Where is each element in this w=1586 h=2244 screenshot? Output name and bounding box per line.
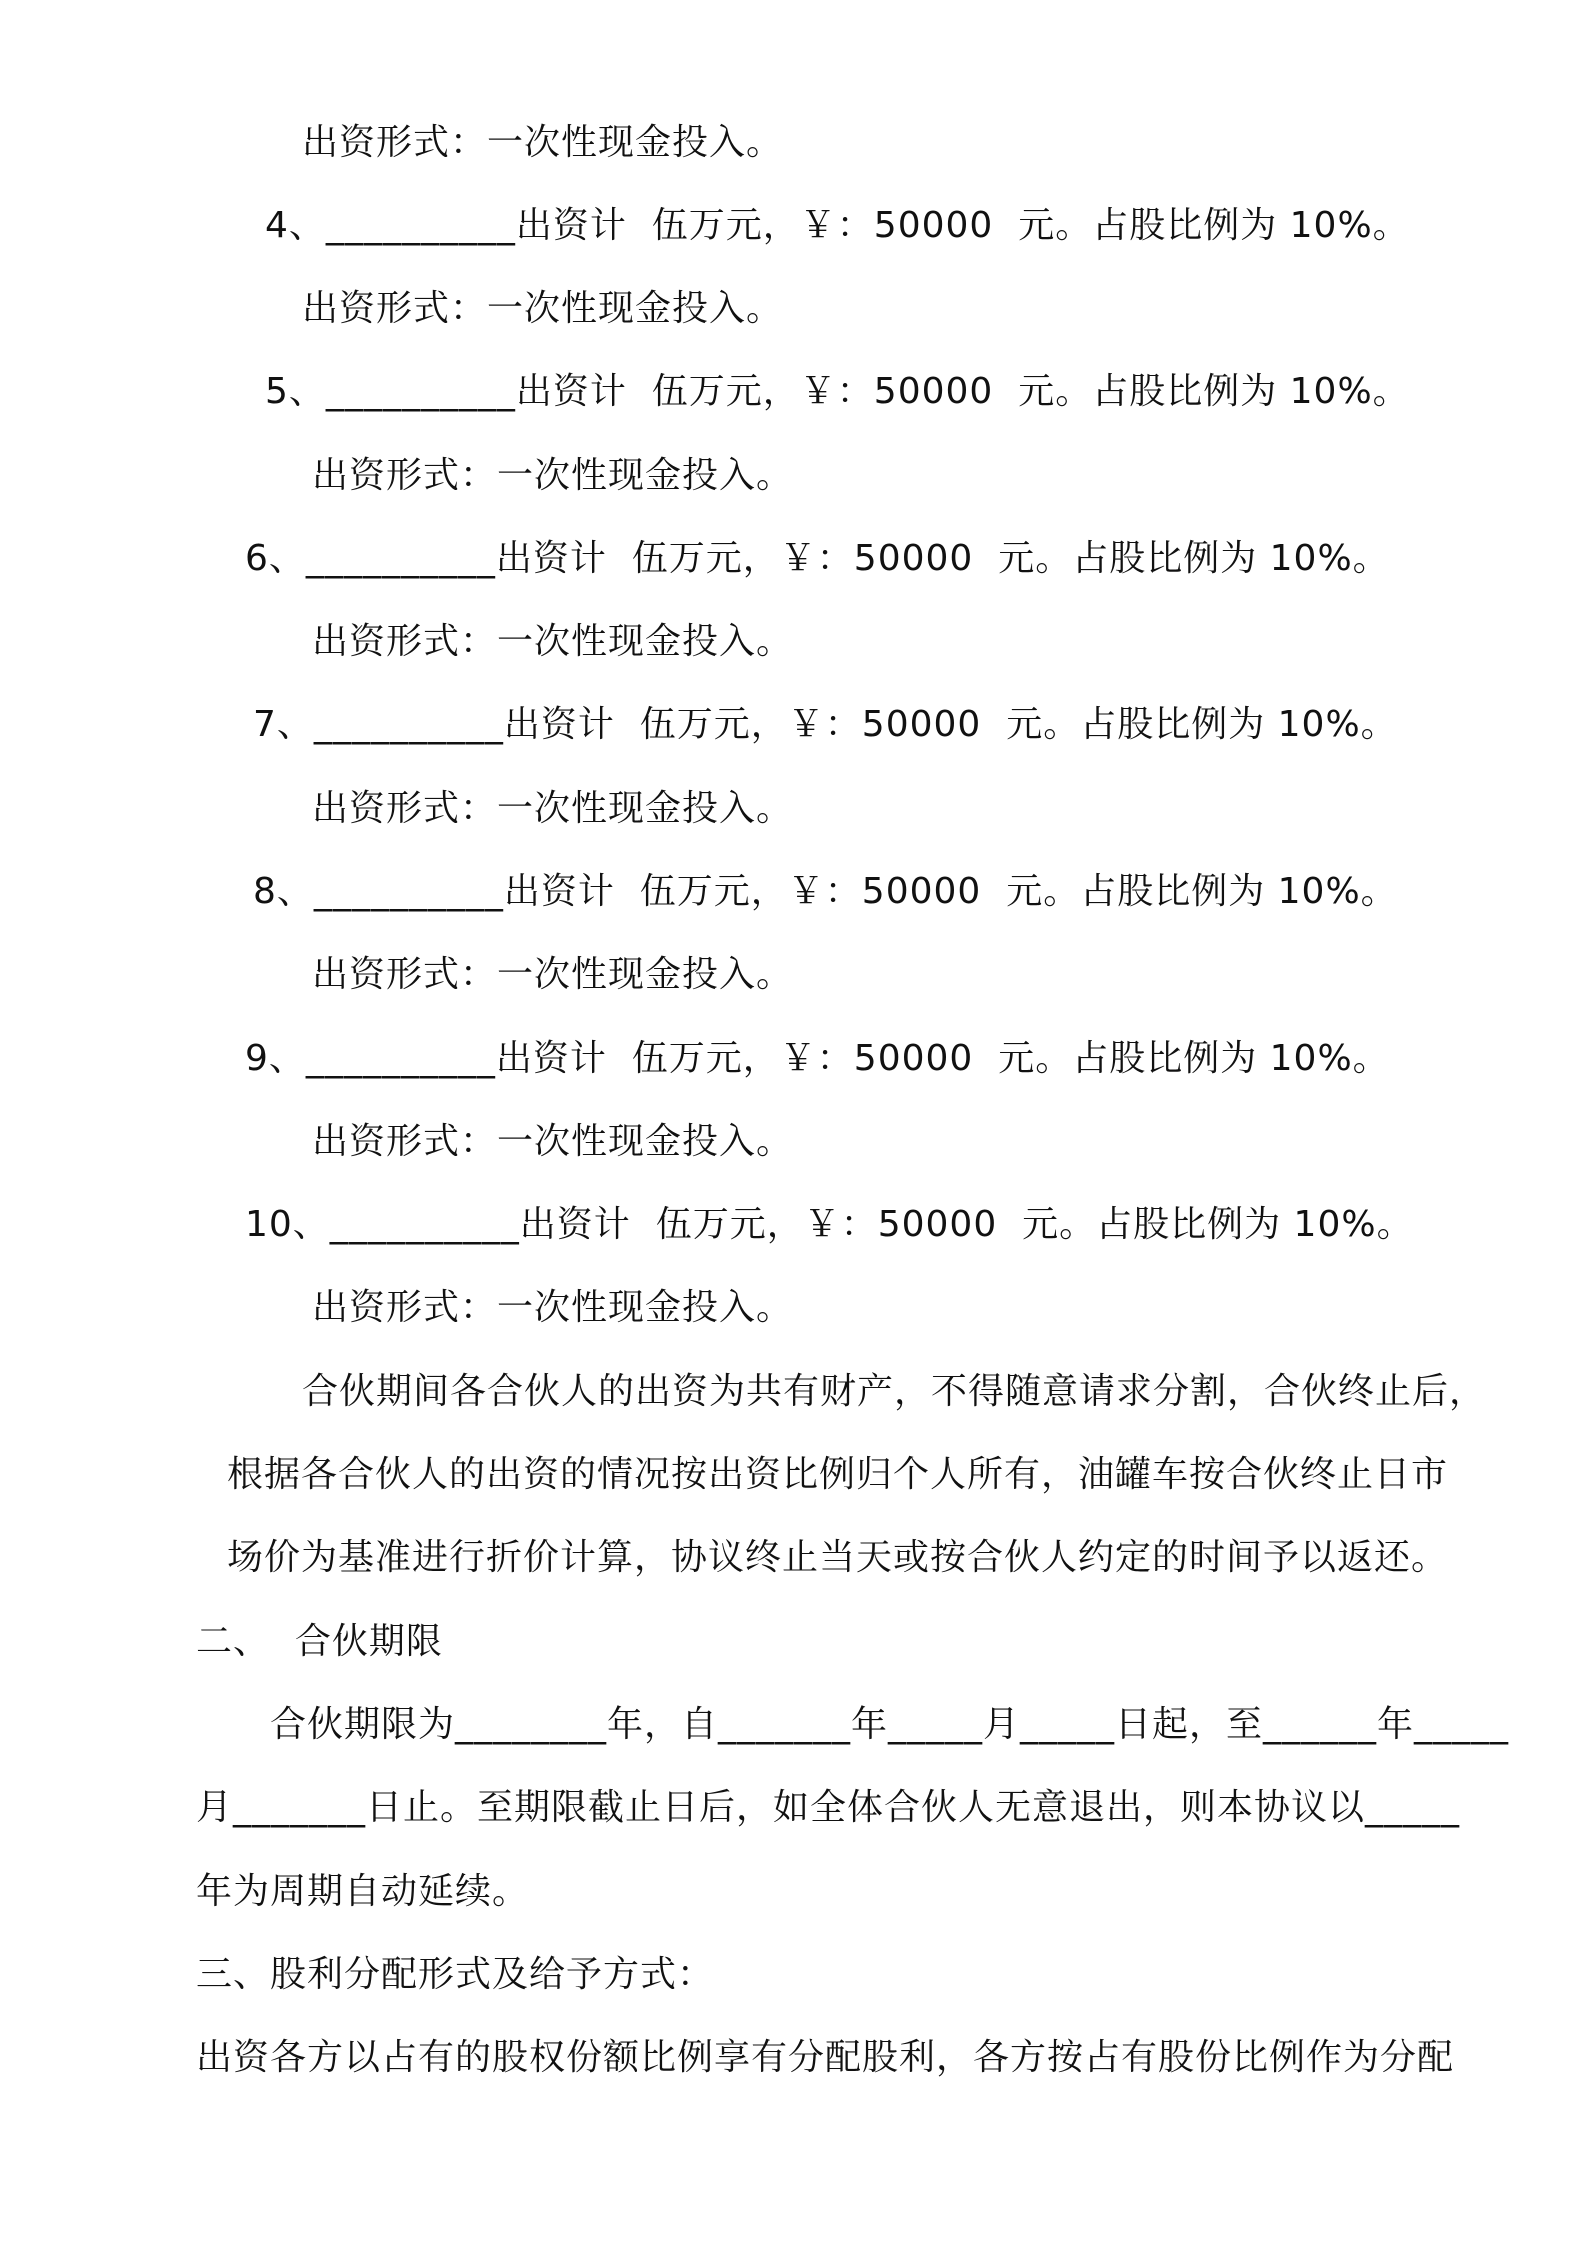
- investment-form-line: 出资形式：一次性现金投入。: [312, 788, 794, 829]
- investment-form-line: 出资形式：一次性现金投入。: [312, 1121, 794, 1162]
- section-heading: 三、股利分配形式及给予方式：: [196, 1954, 715, 1995]
- body-paragraph-line: 合伙期间各合伙人的出资为共有财产，不得随意请求分割，合伙终止后，: [302, 1371, 1487, 1412]
- partner-contribution-line: 6、__________出资计 伍万元，￥：50000 元。占股比例为 10%。: [245, 538, 1390, 579]
- term-paragraph-line: 年为周期自动延续。: [196, 1871, 530, 1912]
- partner-contribution-line: 8、__________出资计 伍万元，￥：50000 元。占股比例为 10%。: [253, 871, 1398, 912]
- investment-form-line: 出资形式：一次性现金投入。: [302, 122, 784, 163]
- investment-form-line: 出资形式：一次性现金投入。: [312, 954, 794, 995]
- investment-form-line: 出资形式：一次性现金投入。: [312, 455, 794, 496]
- partner-contribution-line: 5、__________出资计 伍万元，￥：50000 元。占股比例为 10%。: [265, 371, 1410, 412]
- investment-form-line: 出资形式：一次性现金投入。: [312, 1287, 794, 1328]
- term-paragraph-line: 合伙期限为________年，自_______年_____月_____日起，至______年_____: [270, 1704, 1510, 1745]
- term-paragraph-line: 月_______日止。至期限截止日后，如全体合伙人无意退出，则本协议以_____: [196, 1787, 1461, 1828]
- partner-contribution-line: 7、__________出资计 伍万元，￥：50000 元。占股比例为 10%。: [253, 704, 1398, 745]
- partner-contribution-line: 4、__________出资计 伍万元，￥：50000 元。占股比例为 10%。: [265, 205, 1410, 246]
- investment-form-line: 出资形式：一次性现金投入。: [312, 621, 794, 662]
- body-paragraph-line: 场价为基准进行折价计算，协议终止当天或按合伙人约定的时间予以返还。: [227, 1537, 1449, 1578]
- partner-contribution-line: 9、__________出资计 伍万元，￥：50000 元。占股比例为 10%。: [245, 1038, 1390, 1079]
- investment-form-line: 出资形式：一次性现金投入。: [302, 288, 784, 329]
- section-heading: 二、 合伙期限: [196, 1621, 443, 1662]
- dividend-paragraph-line: 出资各方以占有的股权份额比例享有分配股利，各方按占有股份比例作为分配: [196, 2037, 1455, 2078]
- body-paragraph-line: 根据各合伙人的出资的情况按出资比例归个人所有，油罐车按合伙终止日市: [227, 1454, 1449, 1495]
- partner-contribution-line: 10、__________出资计 伍万元，￥：50000 元。占股比例为 10%。: [245, 1204, 1414, 1245]
